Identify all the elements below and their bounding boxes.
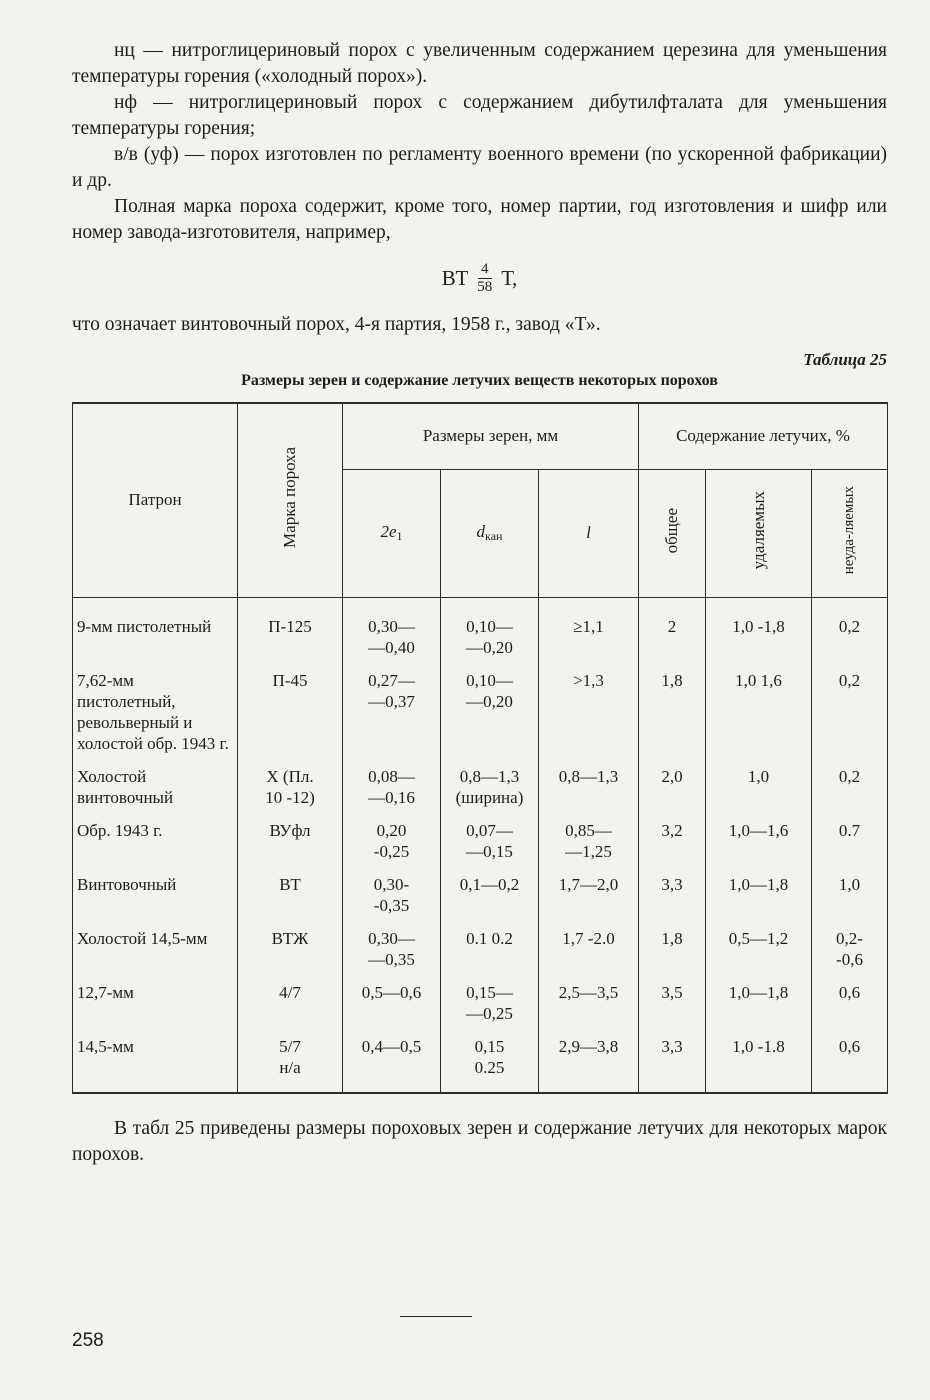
paragraph-nf: нф — нитроглицериновый порох с содержанием дибутилфталата для уменьшения температуры горения;	[72, 92, 887, 139]
paragraph-table-reference: В табл 25 приведены размеры пороховых зерен и содержание летучих для некоторых марок порохов.	[72, 1117, 887, 1165]
header-removable: удаляемых	[706, 469, 812, 597]
cell-removable: 1,0 1,6	[706, 664, 812, 760]
cell-total: 3,2	[639, 814, 706, 868]
cell-total: 3,3	[639, 868, 706, 922]
table-row	[73, 868, 888, 922]
cell-total: 1,8	[639, 664, 706, 760]
cell-marka: П-45	[238, 664, 343, 760]
header-dkan: $d_{кан}$	[441, 469, 539, 597]
cell-l: 2,5—3,5	[539, 976, 639, 1030]
table-row	[73, 760, 888, 814]
cell-total: 1,8	[639, 922, 706, 976]
cell-total: 2	[639, 597, 706, 664]
header-patron: Патрон	[73, 403, 238, 597]
cell-l: 0,85— —1,25	[539, 814, 639, 868]
cell-marka: ВТ	[238, 868, 343, 922]
table-body	[73, 597, 888, 1093]
cell-marka: ВУфл	[238, 814, 343, 868]
cell-patron: Винтовочный	[73, 868, 238, 922]
cell-e1: 0,20 -0,25	[343, 814, 441, 868]
header-length: l	[539, 469, 639, 597]
cell-removable: 1,0	[706, 760, 812, 814]
header-marka-label: Марка пороха	[280, 447, 299, 549]
cell-marka: 4/7	[238, 976, 343, 1030]
cell-l: ≥1,1	[539, 597, 639, 664]
cell-patron: Холостой винтовочный	[73, 760, 238, 814]
paragraph-vv: в/в (уф) — порох изготовлен по регламенту военного времени (по ускоренной фабрикации) и др.	[72, 144, 887, 191]
powder-mark-formula	[72, 248, 887, 308]
cell-e1: 0,08— —0,16	[343, 760, 441, 814]
table-row	[73, 597, 888, 664]
cell-dkan: 0,10— —0,20	[441, 664, 539, 760]
cell-patron: Холостой 14,5-мм	[73, 922, 238, 976]
cell-total: 3,5	[639, 976, 706, 1030]
cell-e1: 0,4—0,5	[343, 1030, 441, 1093]
cell-nonremovable: 1,0	[812, 868, 888, 922]
cell-patron: 7,62-мм пистолетный, револьверный и холостой обр. 1943 г.	[73, 664, 238, 760]
cell-l: 2,9—3,8	[539, 1030, 639, 1093]
cell-marka: ВТЖ	[238, 922, 343, 976]
cell-l: >1,3	[539, 664, 639, 760]
table-row	[73, 814, 888, 868]
table-number: Таблица 25	[803, 350, 887, 369]
cell-patron: 14,5-мм	[73, 1030, 238, 1093]
cell-e1: 0,5—0,6	[343, 976, 441, 1030]
paragraph-nc: нц — нитроглицериновый порох с увеличенным содержанием церезина для уменьшения температуры горения («холодный порох»).	[72, 40, 887, 87]
cell-total: 3,3	[639, 1030, 706, 1093]
cell-nonremovable: 0,2	[812, 664, 888, 760]
formula-denominator: 58	[477, 278, 493, 295]
header-2e1: $2e_1$	[343, 469, 441, 597]
cell-nonremovable: 0,2	[812, 760, 888, 814]
cell-marka: 5/7 н/а	[238, 1030, 343, 1093]
cell-e1: 0,30— —0,40	[343, 597, 441, 664]
header-nonremovable: неуда-ляемых	[812, 469, 888, 597]
cell-dkan: 0,10— —0,20	[441, 597, 539, 664]
table-row	[73, 1030, 888, 1093]
cell-dkan: 0,07— —0,15	[441, 814, 539, 868]
page-body	[72, 38, 887, 1168]
cell-nonremovable: 0.7	[812, 814, 888, 868]
formula-fraction	[474, 261, 495, 296]
cell-patron: 12,7-мм	[73, 976, 238, 1030]
table-row	[73, 976, 888, 1030]
cell-nonremovable: 0,2- -0,6	[812, 922, 888, 976]
cell-dkan: 0.1 0.2	[441, 922, 539, 976]
paragraph-explanation: что означает винтовочный порох, 4-я партия, 1958 г., завод «Т».	[72, 314, 601, 335]
cell-dkan: 0,15— —0,25	[441, 976, 539, 1030]
cell-nonremovable: 0,6	[812, 1030, 888, 1093]
cell-removable: 1,0—1,8	[706, 976, 812, 1030]
cell-removable: 0,5—1,2	[706, 922, 812, 976]
cell-marka: Х (Пл. 10 -12)	[238, 760, 343, 814]
cell-removable: 1,0—1,6	[706, 814, 812, 868]
cell-dkan: 0,15 0.25	[441, 1030, 539, 1093]
cell-l: 1,7 -2.0	[539, 922, 639, 976]
formula-prefix: ВТ	[441, 265, 469, 290]
cell-total: 2,0	[639, 760, 706, 814]
table-row	[73, 922, 888, 976]
header-grain-sizes: Размеры зерен, мм	[343, 403, 639, 469]
page-number: 258	[72, 1330, 104, 1351]
table-title: Размеры зерен и содержание летучих веществ некоторых порохов	[241, 372, 718, 389]
paragraph-full-mark: Полная марка пороха содержит, кроме того, номер партии, год изготовления и шифр или номер завода-изготовителя, например,	[72, 196, 887, 243]
cell-nonremovable: 0,2	[812, 597, 888, 664]
cell-l: 1,7—2,0	[539, 868, 639, 922]
cell-removable: 1,0—1,8	[706, 868, 812, 922]
cell-l: 0,8—1,3	[539, 760, 639, 814]
cell-marka: П-125	[238, 597, 343, 664]
cell-dkan: 0,1—0,2	[441, 868, 539, 922]
cell-e1: 0,30- -0,35	[343, 868, 441, 922]
header-volatiles: Содержание летучих, %	[639, 403, 888, 469]
cell-e1: 0,30— —0,35	[343, 922, 441, 976]
cell-patron: Обр. 1943 г.	[73, 814, 238, 868]
cell-removable: 1,0 -1.8	[706, 1030, 812, 1093]
header-marka	[238, 403, 343, 597]
cell-removable: 1,0 -1,8	[706, 597, 812, 664]
powder-grain-table	[72, 402, 888, 1094]
cell-patron: 9-мм пистолетный	[73, 597, 238, 664]
table-row	[73, 664, 888, 760]
formula-suffix: Т,	[501, 265, 518, 290]
formula-numerator: 4	[478, 261, 492, 279]
cell-nonremovable: 0,6	[812, 976, 888, 1030]
header-total: общее	[639, 469, 706, 597]
cell-dkan: 0,8—1,3 (ширина)	[441, 760, 539, 814]
footnote-rule	[400, 1316, 472, 1317]
cell-e1: 0,27— —0,37	[343, 664, 441, 760]
